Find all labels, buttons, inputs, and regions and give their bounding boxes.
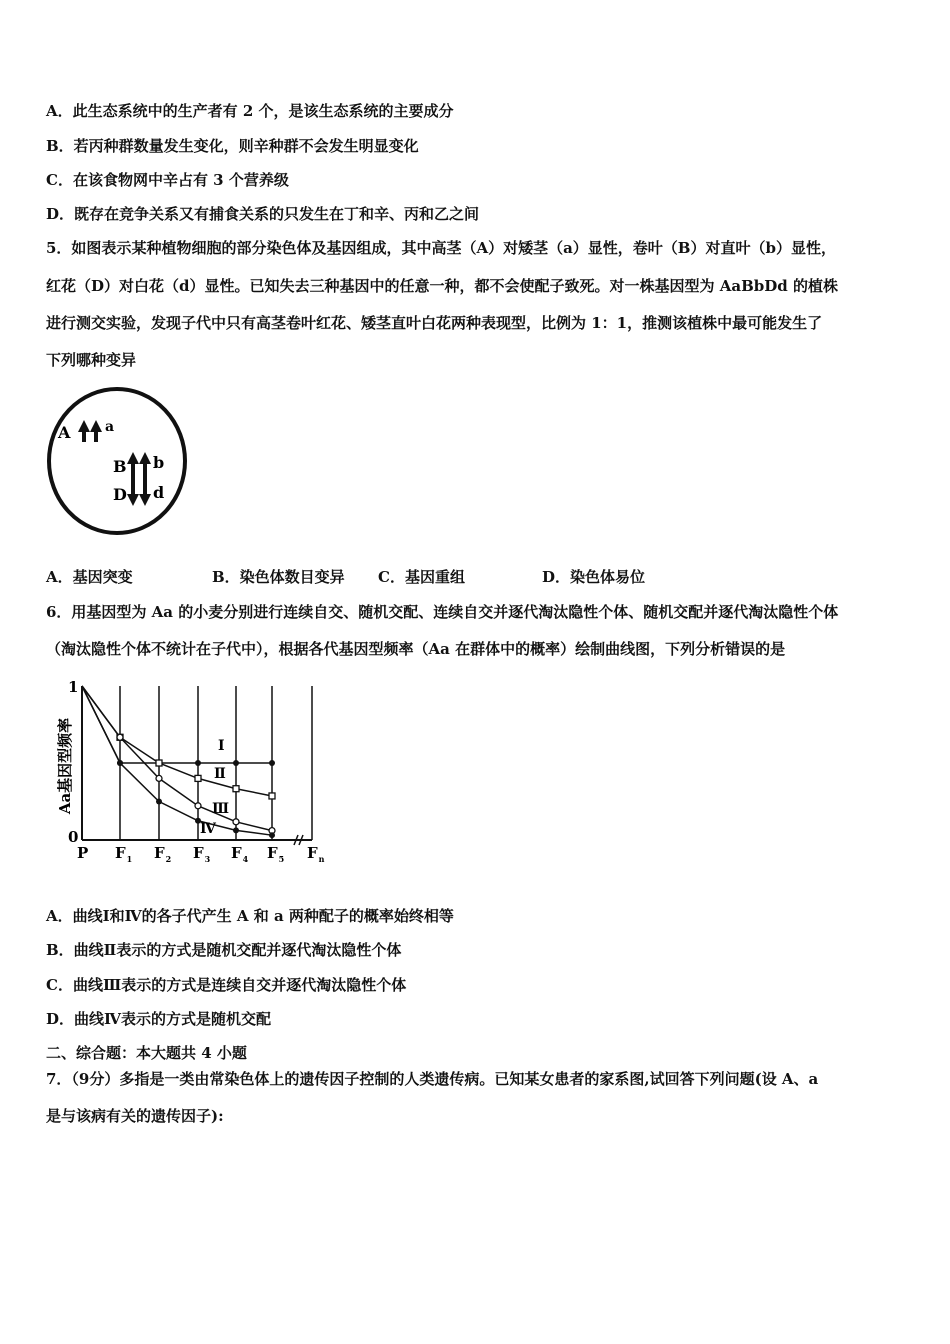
point-series-2-F2 <box>156 760 162 766</box>
point-series-3-F4 <box>233 819 239 825</box>
section-heading: 二、综合题：本大题共 4 小题 <box>46 1044 247 1062</box>
gene-label-b: b <box>153 453 165 472</box>
q5-stem-line-2: 红花（D）对白花（d）显性。已知失去三种基因中的任意一种，都不会使配子致死。对一株基因型为 AaBbDd 的植株 <box>46 277 838 295</box>
series-line-2 <box>82 686 272 796</box>
point-series-1-F3 <box>195 760 201 766</box>
point-series-3-F2 <box>156 775 162 781</box>
x-tick-Fn: $F_n$ <box>307 844 325 864</box>
x-tick-P: P <box>77 844 89 862</box>
y-tick-0: 0 <box>68 828 79 846</box>
q4-option-c: C．在该食物网中辛占有 3 个营养级 <box>46 171 289 189</box>
point-series-4-F4 <box>233 827 239 833</box>
point-series-4-F2 <box>156 799 162 805</box>
cell-chromosome-figure <box>44 384 190 536</box>
q7-stem-line-1: 7．（9分）多指是一类由常染色体上的遗传因子控制的人类遗传病。已知某女患者的家系图,试回答下列问题(设 A、a <box>46 1070 819 1088</box>
point-series-2-F5 <box>269 793 275 799</box>
q5-option-a: A．基因突变 <box>46 568 133 586</box>
q5-option-b: B．染色体数目变异 <box>212 568 345 586</box>
point-series-3-F3 <box>195 803 201 809</box>
point-series-1-F4 <box>233 760 239 766</box>
q6-option-a: A．曲线Ⅰ和Ⅳ的各子代产生 A 和 a 两种配子的概率始终相等 <box>46 907 454 925</box>
q4-option-b: B．若丙种群数量发生变化，则辛种群不会发生明显变化 <box>46 137 419 155</box>
point-series-3-F1 <box>117 734 123 740</box>
y-axis-label: Aa基因型频率 <box>56 717 74 815</box>
gene-label-A: A <box>58 423 71 442</box>
q4-option-a: A．此生态系统中的生产者有 2 个，是该生态系统的主要成分 <box>46 102 454 120</box>
point-series-4-F5 <box>269 832 275 838</box>
series-label-3: Ⅲ <box>212 801 230 817</box>
q6-stem-line-2: （淘汰隐性个体不统计在子代中），根据各代基因型频率（Aa 在群体中的概率）绘制曲线图，下列分析错误的是 <box>46 640 786 658</box>
x-tick-F4: $F_4$ <box>231 844 249 864</box>
y-tick-1: 1 <box>68 678 79 696</box>
gene-label-D: D <box>113 485 127 504</box>
q6-option-c: C．曲线Ⅲ表示的方式是连续自交并逐代淘汰隐性个体 <box>46 976 407 994</box>
point-series-1-F5 <box>269 760 275 766</box>
series-label-4: Ⅳ <box>200 821 216 837</box>
q5-stem-line-1: 5．如图表示某种植物细胞的部分染色体及基因组成，其中高茎（A）对矮茎（a）显性，卷叶（B）对直叶（b）显性， <box>46 239 836 257</box>
series-label-2: Ⅱ <box>214 766 226 782</box>
q5-stem-line-4: 下列哪种变异 <box>46 351 137 369</box>
x-tick-F1: $F_1$ <box>115 844 133 864</box>
series-line-3 <box>82 686 272 831</box>
x-tick-F2: $F_2$ <box>154 844 172 864</box>
point-series-2-F4 <box>233 786 239 792</box>
q5-stem-line-3: 进行测交实验，发现子代中只有高茎卷叶红花、矮茎直叶白花两种表现型，比例为 1：1，推测该植株中最可能发生了 <box>46 314 823 332</box>
q6-stem-line-1: 6．用基因型为 Aa 的小麦分别进行连续自交、随机交配、连续自交并逐代淘汰隐性个体、随机交配并逐代淘汰隐性个体 <box>46 603 839 621</box>
x-tick-F3: $F_3$ <box>193 844 211 864</box>
x-tick-F5: $F_5$ <box>267 844 285 864</box>
q4-option-d: D．既存在竞争关系又有捕食关系的只发生在丁和辛、丙和乙之间 <box>46 205 480 223</box>
gene-label-B: B <box>113 457 127 476</box>
point-series-2-F3 <box>195 775 201 781</box>
q6-option-b: B．曲线Ⅱ表示的方式是随机交配并逐代淘汰隐性个体 <box>46 941 402 959</box>
aa-frequency-chart <box>50 678 330 868</box>
point-series-4-F1 <box>117 760 123 766</box>
q5-option-d: D．染色体易位 <box>542 568 646 586</box>
q5-option-c: C．基因重组 <box>378 568 465 586</box>
q7-stem-line-2: 是与该病有关的遗传因子): <box>46 1107 224 1125</box>
series-label-1: Ⅰ <box>218 738 225 754</box>
gene-label-d: d <box>153 483 165 502</box>
gene-label-a: a <box>105 419 115 435</box>
q6-option-d: D．曲线Ⅳ表示的方式是随机交配 <box>46 1010 272 1028</box>
series-line-4 <box>82 686 272 835</box>
